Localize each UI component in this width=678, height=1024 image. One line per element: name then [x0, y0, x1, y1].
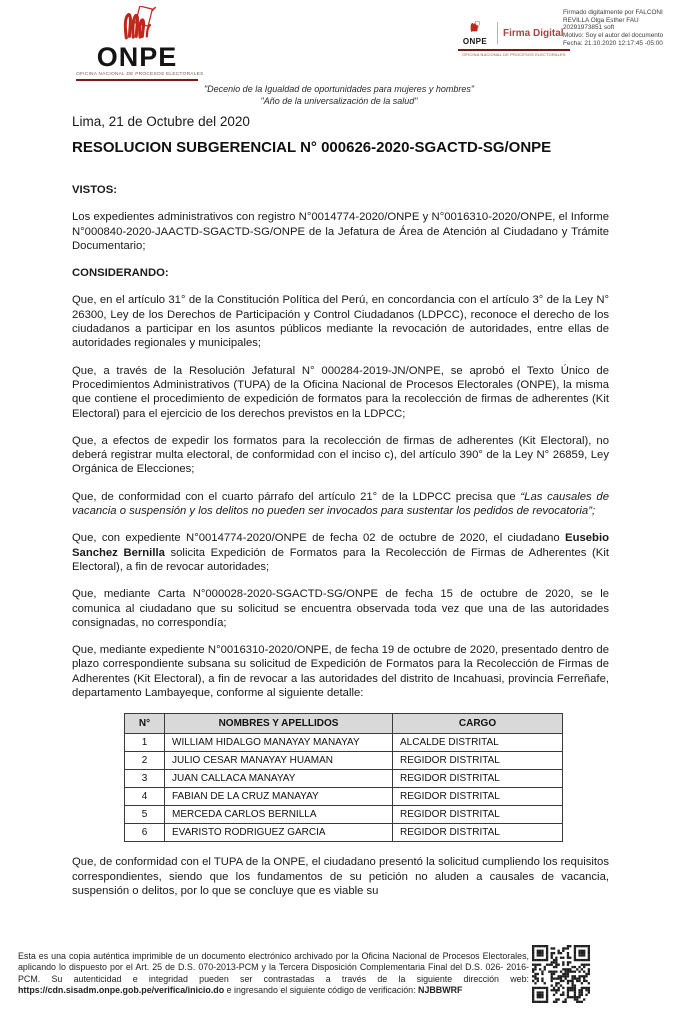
mottos [0, 84, 678, 107]
table-cell: 5 [125, 806, 165, 824]
vistos-paragraph: Los expedientes administrativos con registro N°0014774-2020/ONPE y N°0016310-2020/ONPE, el Informe N°000840-2020-JAACTD-SGACTD-SG/ONPE de la Jefatura de Área de Atención al Ciudadano y Trámite Documentario; [72, 211, 609, 252]
table-header-cell: NOMBRES Y APELLIDOS [165, 714, 393, 734]
considerando-paragraph-3: Que, a efectos de expedir los formatos para la recolección de firmas de adherentes (Kit Electoral), no deberá registrar multa electoral, de conformidad con el inciso c), del artículo 390° de la Ley N° 26859, Ley Orgánica de Elecciones; [72, 434, 609, 476]
signature-line: 20291973851 soft [563, 24, 615, 32]
stamp-onpe-logo [458, 20, 492, 46]
table-cell: ALCALDE DISTRITAL [393, 734, 563, 752]
considerando-paragraph-6: Que, mediante Carta N°000028-2020-SGACTD-SG/ONPE de fecha 15 de octubre de 2020, se le comunica al ciudadano que su solicitud se encuentra observada toda vez que una de las autoridades consignadas, no correspondía; [72, 588, 609, 629]
table-cell: 6 [125, 824, 165, 842]
table-row [125, 770, 563, 788]
stamp-divider [497, 22, 498, 44]
vistos-heading: VISTOS: [72, 184, 117, 196]
table-cell: EVARISTO RODRIGUEZ GARCIA [165, 824, 393, 842]
document-title: RESOLUCION SUBGERENCIAL N° 000626-2020-SGACTD-SG/ONPE [72, 139, 552, 156]
considerando-paragraph-1: Que, en el artículo 31° de la Constitución Política del Perú, en concordancia con el artículo 3° de la Ley N° 26300, Ley de los Derechos de Participación y Control Ciudadanos (LDPCC), reconoce el derecho de los ciudadanos a participar en los asuntos públicos mediante la revocación de autoridades, entre ellas de autoridades regionales y municipales; [72, 294, 609, 350]
closing-paragraph: Que, de conformidad con el TUPA de la ONPE, el ciudadano presentó la solicitud cumpliendo los requisitos correspondientes, siendo que los fundamentos de su petición no aluden a causales de vacancia, suspensión o delitos, por lo que se concluye que es viable su [72, 856, 609, 897]
table-cell: REGIDOR DISTRITAL [393, 770, 563, 788]
signature-line: Motivo: Soy el autor del documento [563, 32, 664, 40]
table-cell: 1 [125, 734, 165, 752]
motto-line-1: "Decenio de la Igualdad de oportunidades para mujeres y hombres" [203, 84, 475, 94]
authorities-table [124, 713, 563, 842]
table-cell: FABIAN DE LA CRUZ MANAYAY [165, 788, 393, 806]
stamp-subtitle: OFICINA NACIONAL DE PROCESOS ELECTORALES [462, 51, 566, 57]
logo-acronym: ONPE [96, 42, 178, 72]
considerando-heading: CONSIDERANDO: [72, 267, 169, 280]
date-line: Lima, 21 de Octubre del 2020 [72, 114, 250, 129]
table-cell: 3 [125, 770, 165, 788]
logo-subtitle: OFICINA NACIONAL DE PROCESOS ELECTORALES [76, 72, 204, 77]
stamp-acronym: ONPE [462, 37, 488, 46]
stamp-rule [458, 49, 570, 51]
digital-signature-stamp [458, 20, 570, 57]
table-cell: REGIDOR DISTRITAL [393, 806, 563, 824]
table-row [125, 788, 563, 806]
table-header-row [125, 714, 563, 734]
considerando-paragraph-4: Que, de conformidad con el cuarto párrafo del artículo 21° de la LDPCC precisa que “Las causales de vacancia o suspensión y los delitos no pueden ser invocados para sustentar los pedidos de revocatoria”; [72, 490, 609, 518]
table-header-cell: CARGO [393, 714, 563, 734]
hand-ballot-icon-small [467, 20, 483, 37]
considerando-paragraph-7: Que, mediante expediente N°0016310-2020/ONPE, de fecha 19 de octubre de 2020, presentado dentro de plazo correspondiente subsana su solicitud de Expedición de Formatos para la Recolección de Firmas de Adherentes (Kit Electoral), a fin de revocar a las autoridades del distrito de Incahuasi, provincia Ferreñafe, departamento Lambayeque, conforme al siguiente detalle: [72, 644, 609, 700]
onpe-logo [76, 6, 204, 81]
stamp-label: Firma Digital [503, 27, 564, 39]
table-cell: WILLIAM HIDALGO MANAYAY MANAYAY [165, 734, 393, 752]
table-cell: REGIDOR DISTRITAL [393, 788, 563, 806]
table-header-cell: N° [125, 714, 165, 734]
table-row [125, 806, 563, 824]
table-row [125, 734, 563, 752]
table-cell: REGIDOR DISTRITAL [393, 752, 563, 770]
table-cell: REGIDOR DISTRITAL [393, 824, 563, 842]
considerando-paragraph-5: Que, con expediente N°0014774-2020/ONPE de fecha 02 de octubre de 2020, el ciudadano Eusebio Sanchez Bernilla solicita Expedición de Formatos para la Recolección de Firmas de Adherentes (Kit Electoral), a fin de revocar autoridades; [72, 532, 609, 573]
considerando-paragraph-2: Que, a través de la Resolución Jefatural N° 000284-2019-JN/ONPE, se aprobó el Texto Único de Procedimientos Administrativos (TUPA) de la Oficina Nacional de Procesos Electorales (ONPE), la misma que contiene el procedimiento de expedición de formatos para la recolección de firmas de adherentes (Kit Electoral) para el ejercicio de los derechos previstos en la LDPCC; [72, 364, 609, 420]
signature-line: REVILLA Olga Esther FAU [563, 16, 639, 24]
qr-code [532, 944, 590, 1004]
table-cell: JULIO CESAR MANAYAY HUAMAN [165, 752, 393, 770]
motto-line-2: "Año de la universalización de la salud" [260, 95, 418, 106]
table-row [125, 824, 563, 842]
signature-line: Firmado digitalmente por FALCONI [563, 9, 663, 16]
table-cell: MERCEDA CARLOS BERNILLA [165, 806, 393, 824]
table-row [125, 752, 563, 770]
table-cell: JUAN CALLACA MANAYAY [165, 770, 393, 788]
document-body [72, 183, 609, 911]
footer-authenticity-note: Esta es una copia auténtica imprimible de un documento electrónico archivado por la Oficina Nacional de Procesos Electorales, aplicando lo dispuesto por el Art. 25 de D.S. 070-2013-PCM y la Tercera Disposición Complementaria Final del D.S. 026- 2016-PCM. Su autenticidad e integridad pueden ser contrastadas a través de la siguiente dirección web: https://cdn.sisadm.onpe.gob.pe/verifica/inicio.do e ingresando el siguiente código de verificación: NJBBWRF [18, 951, 529, 995]
signature-line: Fecha: 21.10.2020 12:17:45 -05:00 [563, 39, 663, 47]
table-cell: 4 [125, 788, 165, 806]
signature-details [563, 9, 677, 48]
table-cell: 2 [125, 752, 165, 770]
hand-ballot-icon [76, 6, 198, 44]
logo-rule [76, 79, 198, 81]
